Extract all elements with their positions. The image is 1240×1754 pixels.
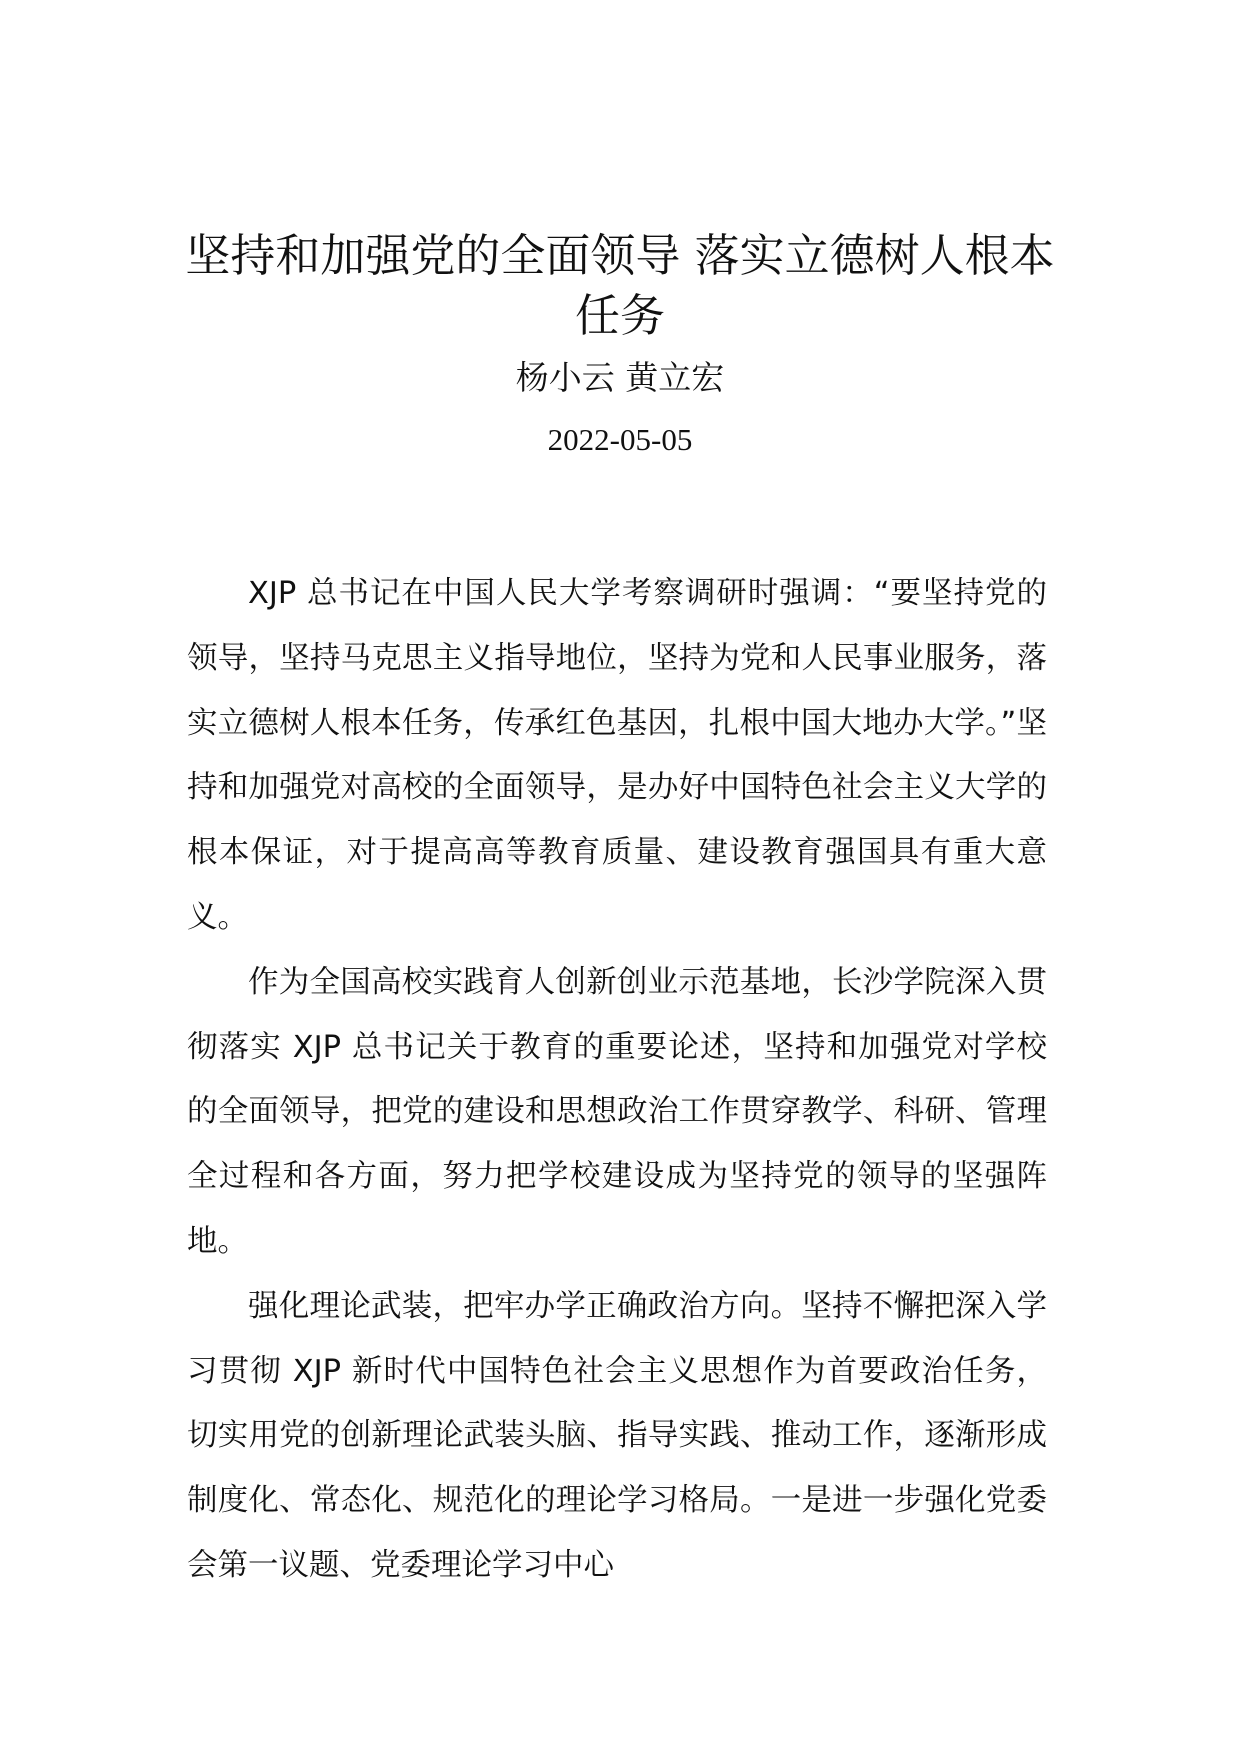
document-date: 2022-05-05: [547, 422, 693, 457]
document-body: [187, 562, 1047, 1599]
document-title: 坚持和加强党的全面领导 落实立德树人根本任务: [185, 229, 1055, 342]
header-block: [185, 226, 1055, 462]
paragraph-1: XJP 总书记在中国人民大学考察调研时强调：“要坚持党的领导，坚持马克思主义指导地位，坚持为党和人民事业服务，落实立德树人根本任务，传承红色基因，扎根中国大地办大学。”坚持和加强党对高校的全面领导，是办好中国特色社会主义大学的根本保证，对于提高高等教育质量、建设教育强国具有重大意义。: [187, 576, 1047, 935]
paragraph-2: 作为全国高校实践育人创新创业示范基地，长沙学院深入贯彻落实 XJP 总书记关于教育的重要论述，坚持和加强党对学校的全面领导，把党的建设和思想政治工作贯穿教学、科研、管理全过程和各方面，努力把学校建设成为坚持党的领导的坚强阵地。: [187, 964, 1047, 1259]
document-authors: 杨小云 黄立宏: [515, 358, 725, 397]
paragraph-3: 强化理论武装，把牢办学正确政治方向。坚持不懈把深入学习贯彻 XJP 新时代中国特色社会主义思想作为首要政治任务，切实用党的创新理论武装头脑、指导实践、推动工作，逐渐形成制度化、常态化、规范化的理论学习格局。一是进一步强化党委会第一议题、党委理论学习中心: [187, 1288, 1047, 1583]
